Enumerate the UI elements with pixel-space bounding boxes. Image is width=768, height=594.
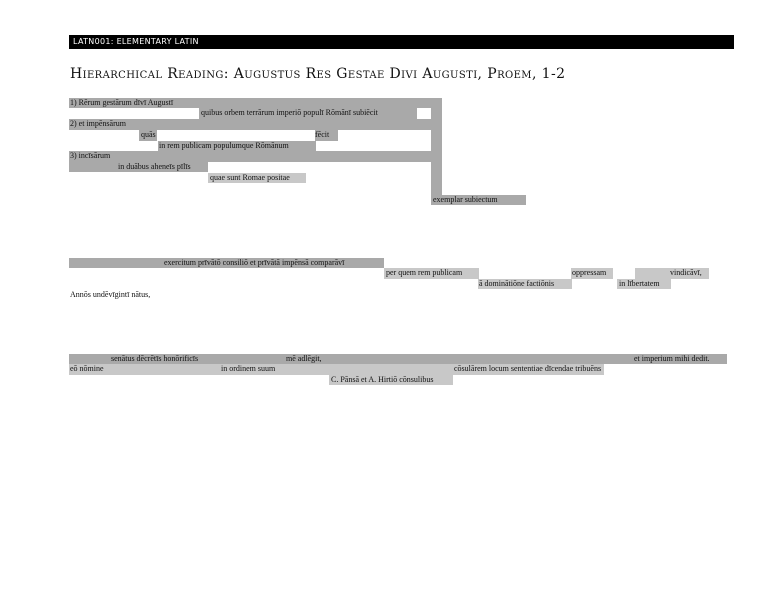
proem-line: fēcit xyxy=(315,130,330,139)
proem-gap xyxy=(157,130,315,141)
proem-line: 1) Rērum gestārum dīvī Augustī xyxy=(70,98,174,107)
proem-gap xyxy=(69,130,139,141)
chapter1-line: ā dominātiōne factiōnis xyxy=(479,279,555,288)
chapter2-line: senātus dēcrētīs honōrificīs xyxy=(111,354,199,363)
proem-gap xyxy=(316,141,431,151)
chapter1-line: in lībertatem xyxy=(619,279,660,288)
proem-shade-column xyxy=(431,98,442,205)
chapter1-line: per quem rem publicam xyxy=(386,268,463,277)
chapter2-line: cōsulārem locum sententiae dīcendae tribuēns xyxy=(454,364,602,373)
proem-line: in duābus aheneīs pīlīs xyxy=(118,162,191,171)
chapter2-line: C. Pānsā et A. Hirtiō cōnsulibus xyxy=(331,375,434,384)
proem-line: 2) et impēnsārum xyxy=(70,119,126,128)
chapter1-line: oppressam xyxy=(572,268,607,277)
proem-line: quās xyxy=(141,130,156,139)
chapter1-line: vindicāvī, xyxy=(670,268,702,277)
proem-gap xyxy=(417,108,431,119)
chapter1-gap xyxy=(479,268,571,279)
chapter2-line: in ordinem suum xyxy=(221,364,276,373)
proem-line: 3) incīsārum xyxy=(70,151,111,160)
course-header-bar xyxy=(69,35,734,49)
proem-gap xyxy=(69,141,158,151)
course-label: LATN001: ELEMENTARY LATIN xyxy=(73,37,199,46)
proem-line: exemplar subiectum xyxy=(433,195,498,204)
chapter1-gap xyxy=(613,268,635,279)
page-title: Hierarchical Reading: Augustus Res Gestae Divi Augusti, Proem, 1-2 xyxy=(70,66,566,82)
proem-gap xyxy=(338,130,431,141)
chapter2-line: mē adlēgit, xyxy=(286,354,322,363)
chapter2-line: eō nōmine xyxy=(70,364,104,373)
chapter1-line: Annōs undēvīgintī nātus, xyxy=(70,290,151,299)
proem-line: quae sunt Romae positae xyxy=(210,173,290,182)
chapter1-line: exercitum prīvātō consiliō et prīvātā impēnsā comparāvī xyxy=(164,258,345,267)
proem-line: quibus orbem terrārum imperiō populī Rōmānī subiēcit xyxy=(201,108,378,117)
proem-line: in rem publicam populumque Rōmānum xyxy=(159,141,289,150)
proem-gap xyxy=(69,108,199,119)
chapter2-line: et imperium mihi dedit. xyxy=(634,354,710,363)
